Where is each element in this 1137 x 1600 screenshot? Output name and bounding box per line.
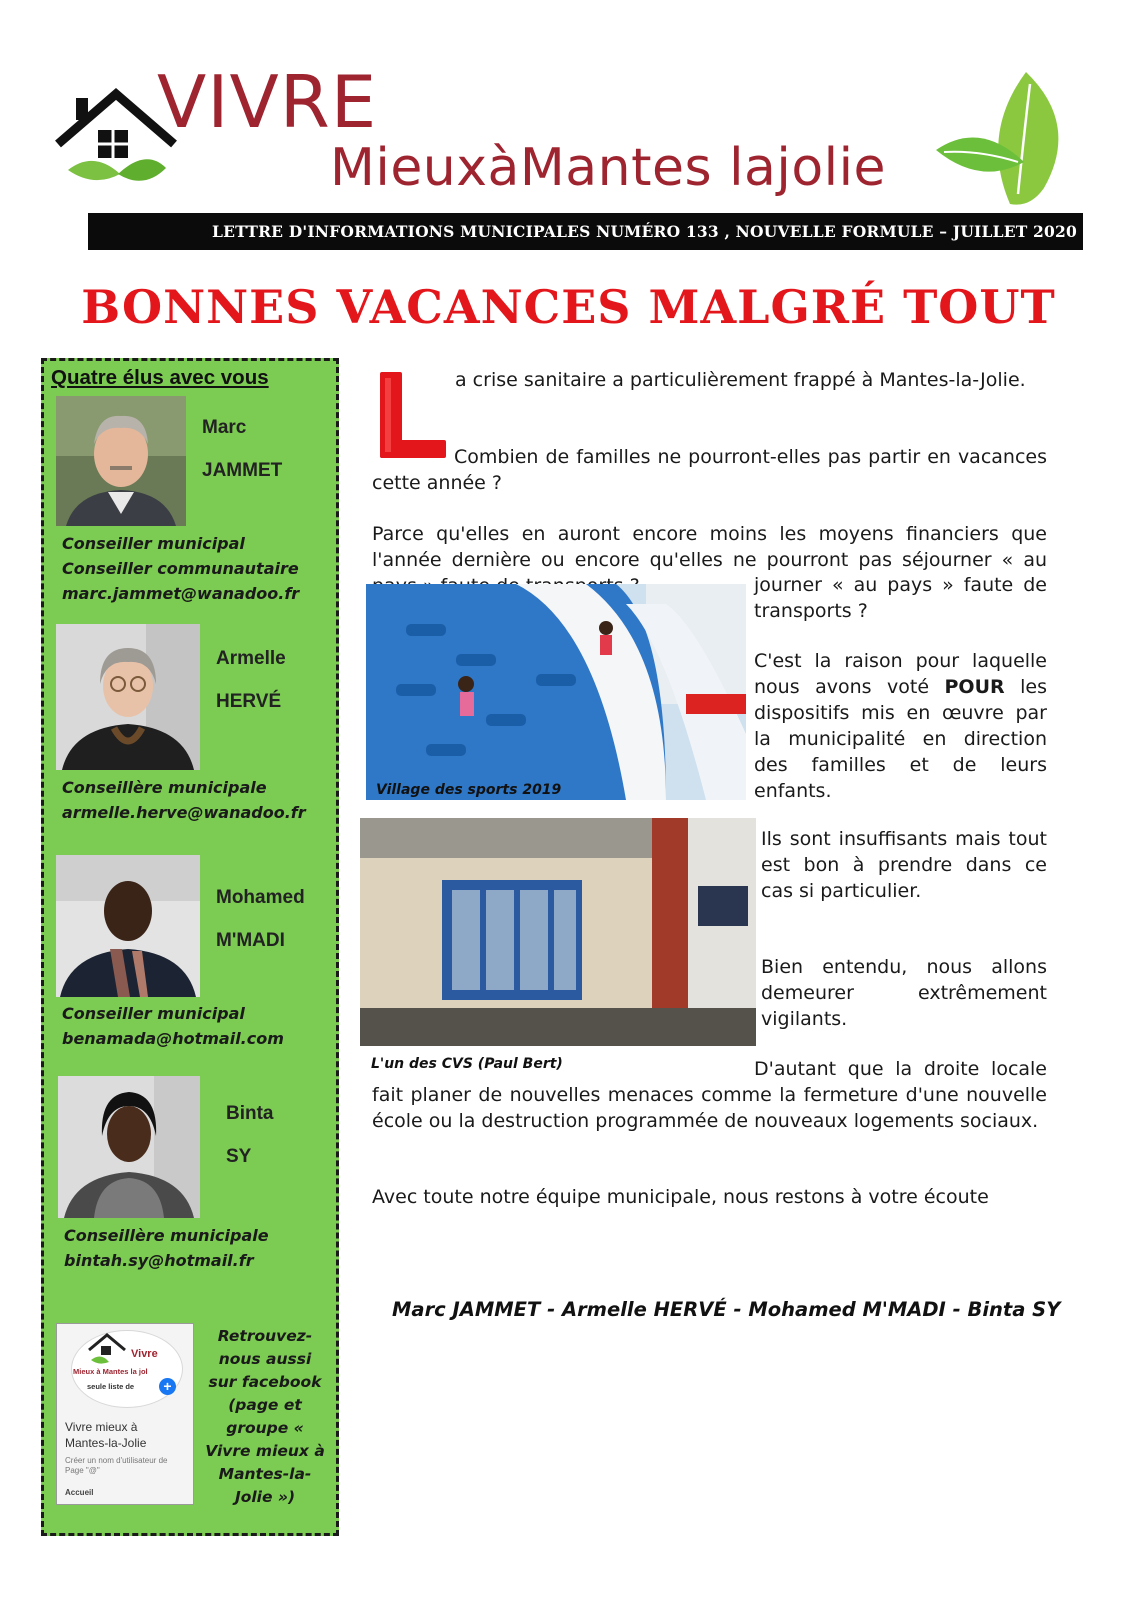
issue-banner: LETTRE D'INFORMATIONS MUNICIPALES NUMÉRO 133 , NOUVELLE FORMULE – JUILLET 2020 [88, 213, 1083, 250]
headline: BONNES VACANCES MALGRÉ TOUT [81, 280, 1056, 334]
signature-line: Marc JAMMET - Armelle HERVÉ - Mohamed M'MADI - Binta SY [392, 1298, 1061, 1321]
portrait-armelle-herve [56, 624, 200, 770]
facebook-page-thumbnail[interactable] [56, 1323, 194, 1505]
thumb-brand: Vivre [131, 1348, 158, 1360]
elu-role: Conseillère municipale [64, 1226, 269, 1245]
photo-cvs-paul-bert [360, 818, 756, 1046]
elu-email[interactable]: benamada@hotmail.com [62, 1029, 284, 1048]
elu-role: Conseiller municipal [62, 1004, 245, 1023]
thumb-page-name: Vivre mieux à [65, 1420, 138, 1434]
portrait-mohamed-mmadi [56, 855, 200, 997]
photo-village-des-sports [366, 584, 746, 800]
paragraph [754, 648, 1047, 804]
portrait-marc-jammet [56, 396, 186, 526]
paragraph: Ils sont insuffisants mais tout est bon à prendre dans ce cas si particulier. [761, 828, 1047, 902]
house-logo-icon [87, 1332, 127, 1366]
elu-last-name: M'MADI [216, 930, 285, 951]
add-icon[interactable]: + [159, 1378, 176, 1395]
paragraph: Parce qu'elles en auront encore moins les moyens financiers que l'année dernière ou encore qu'elles ne pourront pas séjourner « au [372, 523, 1047, 571]
elu-email[interactable]: marc.jammet@wanadoo.fr [62, 584, 300, 603]
paragraph: Avec toute notre équipe municipale, nous restons à votre écoute [372, 1186, 989, 1208]
elu-email[interactable]: bintah.sy@hotmail.fr [64, 1251, 254, 1270]
elu-last-name: JAMMET [202, 460, 283, 481]
elu-first-name: Armelle [216, 648, 286, 669]
elu-role-secondary: Conseiller communautaire [62, 559, 299, 578]
sidebar-title: Quatre élus avec vous [51, 366, 269, 389]
elected-officials-sidebar [41, 358, 339, 1536]
elu-role: Conseillère municipale [62, 778, 267, 797]
paragraph: Bien entendu, nous allons demeurer extrêmement vigilants. [761, 956, 1047, 1030]
elu-role: Conseiller municipal [62, 534, 245, 553]
elu-first-name: Mohamed [216, 887, 305, 908]
paragraph-continued: journer « au pays » faute de transports ? [754, 574, 1047, 622]
thumb-page-name: Mantes-la-Jolie [65, 1436, 147, 1450]
thumb-line: seule liste de [87, 1382, 135, 1391]
facebook-callout: Retrouvez-nous aussi sur facebook (page et groupe « Vivre mieux à Mantes-la-Jolie ») [205, 1327, 325, 1506]
paragraph: D'autant que la droite locale fait planer de nouvelles menaces comme la fermeture d'une nouvelle école ou la destruction programmée de nouveaux logements sociaux. [372, 1058, 1047, 1132]
elu-first-name: Marc [202, 417, 247, 438]
elu-last-name: SY [226, 1146, 252, 1167]
paragraph-intro: a crise sanitaire a particulièrement frappé à Mantes-la-Jolie. [455, 369, 1026, 391]
elu-email[interactable]: armelle.herve@wanadoo.fr [62, 803, 306, 822]
photo-caption: L'un des CVS (Paul Bert) [371, 1056, 563, 1072]
masthead-title-vivre: VIVRE [157, 60, 378, 144]
thumb-hint: Créer un nom d'utilisateur de Page "@" [65, 1456, 168, 1475]
thumb-tab: Accueil [65, 1488, 94, 1497]
portrait-binta-sy [58, 1076, 200, 1218]
thumb-line: Mieux à Mantes la jol [73, 1367, 148, 1376]
masthead-subtitle: MieuxàMantes lajolie [330, 138, 887, 198]
elu-last-name: HERVÉ [216, 691, 282, 712]
paragraph: Combien de familles ne pourront-elles pas partir en vacances cette année ? [372, 446, 1047, 494]
elu-first-name: Binta [226, 1103, 274, 1124]
paragraph-text: les dispositifs mis en œuvre par la municipalité en direction des familles et de leurs enfants. [754, 676, 1047, 802]
emphasis-pour: POUR [944, 676, 1005, 698]
photo-caption: Village des sports 2019 [376, 782, 562, 798]
paragraph-text: C'est la raison pour laquelle nous avons voté [754, 650, 1047, 698]
leaves-icon [940, 64, 1080, 214]
